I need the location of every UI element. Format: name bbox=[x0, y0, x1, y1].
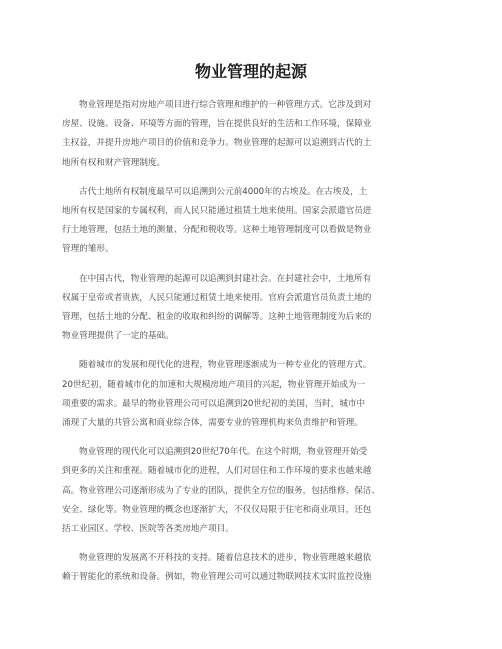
text-line: 物业管理是指对房地产项目进行综合管理和维护的一种管理方式。它涉及到对 bbox=[79, 100, 372, 110]
paragraph-4 bbox=[62, 356, 436, 433]
document-title: 物业管理的起源 bbox=[194, 62, 307, 81]
text-line: 管理，包括土地的分配、租金的收取和纠纷的调解等。这种土地管理制度为后来的 bbox=[62, 312, 372, 323]
text-line: 物业管理的发展离不开科技的支持。随着信息技术的进步，物业管理越来越依 bbox=[79, 553, 372, 564]
text-line: 物业管理提供了一定的基础。 bbox=[62, 331, 174, 342]
document-body bbox=[62, 96, 436, 598]
text-line: 赖于智能化的系统和设备。例如，物业管理公司可以通过物联网技术实时监控设施 bbox=[62, 572, 372, 583]
paragraph-5 bbox=[62, 443, 436, 539]
paragraph-6 bbox=[62, 549, 436, 587]
text-line: 在中国古代，物业管理的起源可以追溯到封建社会。在封建社会中，土地所有 bbox=[79, 273, 372, 284]
text-line: 物业管理的现代化可以追溯到20世纪70年代。在这个时期，物业管理开始受 bbox=[79, 447, 368, 458]
text-line: 行土地管理，包括土地的测量、分配和税收等。这种土地管理制度可以看做是物业 bbox=[62, 225, 372, 236]
text-line: 安全、绿化等。物业管理的概念也逐渐扩大，不仅仅局限于住宅和商业项目，还包 bbox=[62, 504, 372, 515]
text-line: 括工业园区、学校、医院等各类房地产项目。 bbox=[62, 524, 234, 535]
paragraph-3 bbox=[62, 270, 436, 347]
text-line: 主权益，并提升房地产项目的价值和竞争力。物业管理的起源可以追溯到古代的土 bbox=[62, 138, 372, 149]
text-line: 20世纪初，随着城市化的加速和大规模房地产项目的兴起，物业管理开始成为一 bbox=[62, 379, 366, 390]
text-line: 地所有权和财产管理制度。 bbox=[62, 157, 166, 168]
text-line: 到更多的关注和重视。随着城市化的进程，人们对居住和工作环境的要求也越来越 bbox=[62, 466, 372, 477]
text-line: 古代土地所有权制度最早可以追溯到公元前4000年的古埃及。在古埃及，土 bbox=[79, 186, 368, 197]
text-line: 涌现了大量的共管公寓和商业综合体，需要专业的管理机构来负责维护和管理。 bbox=[62, 418, 363, 429]
paragraph-2 bbox=[62, 183, 436, 260]
text-line: 随着城市的发展和现代化的进程，物业管理逐渐成为一种专业化的管理方式。 bbox=[79, 360, 372, 371]
text-line: 高。物业管理公司逐渐形成为了专业的团队，提供全方位的服务，包括维修、保洁、 bbox=[62, 485, 380, 496]
text-line: 地所有权是国家的专属权利，而人民只能通过租赁土地来使用。国家会派遣官员进 bbox=[62, 206, 372, 217]
text-line: 项重要的需求。最早的物业管理公司可以追溯到20世纪初的美国，当时，城市中 bbox=[62, 398, 366, 409]
paragraph-1 bbox=[62, 96, 436, 173]
text-line: 权属于皇帝或者贵族，人民只能通过租赁土地来使用。官府会派遣官员负责土地的 bbox=[62, 292, 372, 303]
text-line: 管理的雏形。 bbox=[62, 244, 114, 255]
text-line: 房屋、设施、设备、环境等方面的管理，旨在提供良好的生活和工作环境，保障业 bbox=[62, 119, 372, 130]
